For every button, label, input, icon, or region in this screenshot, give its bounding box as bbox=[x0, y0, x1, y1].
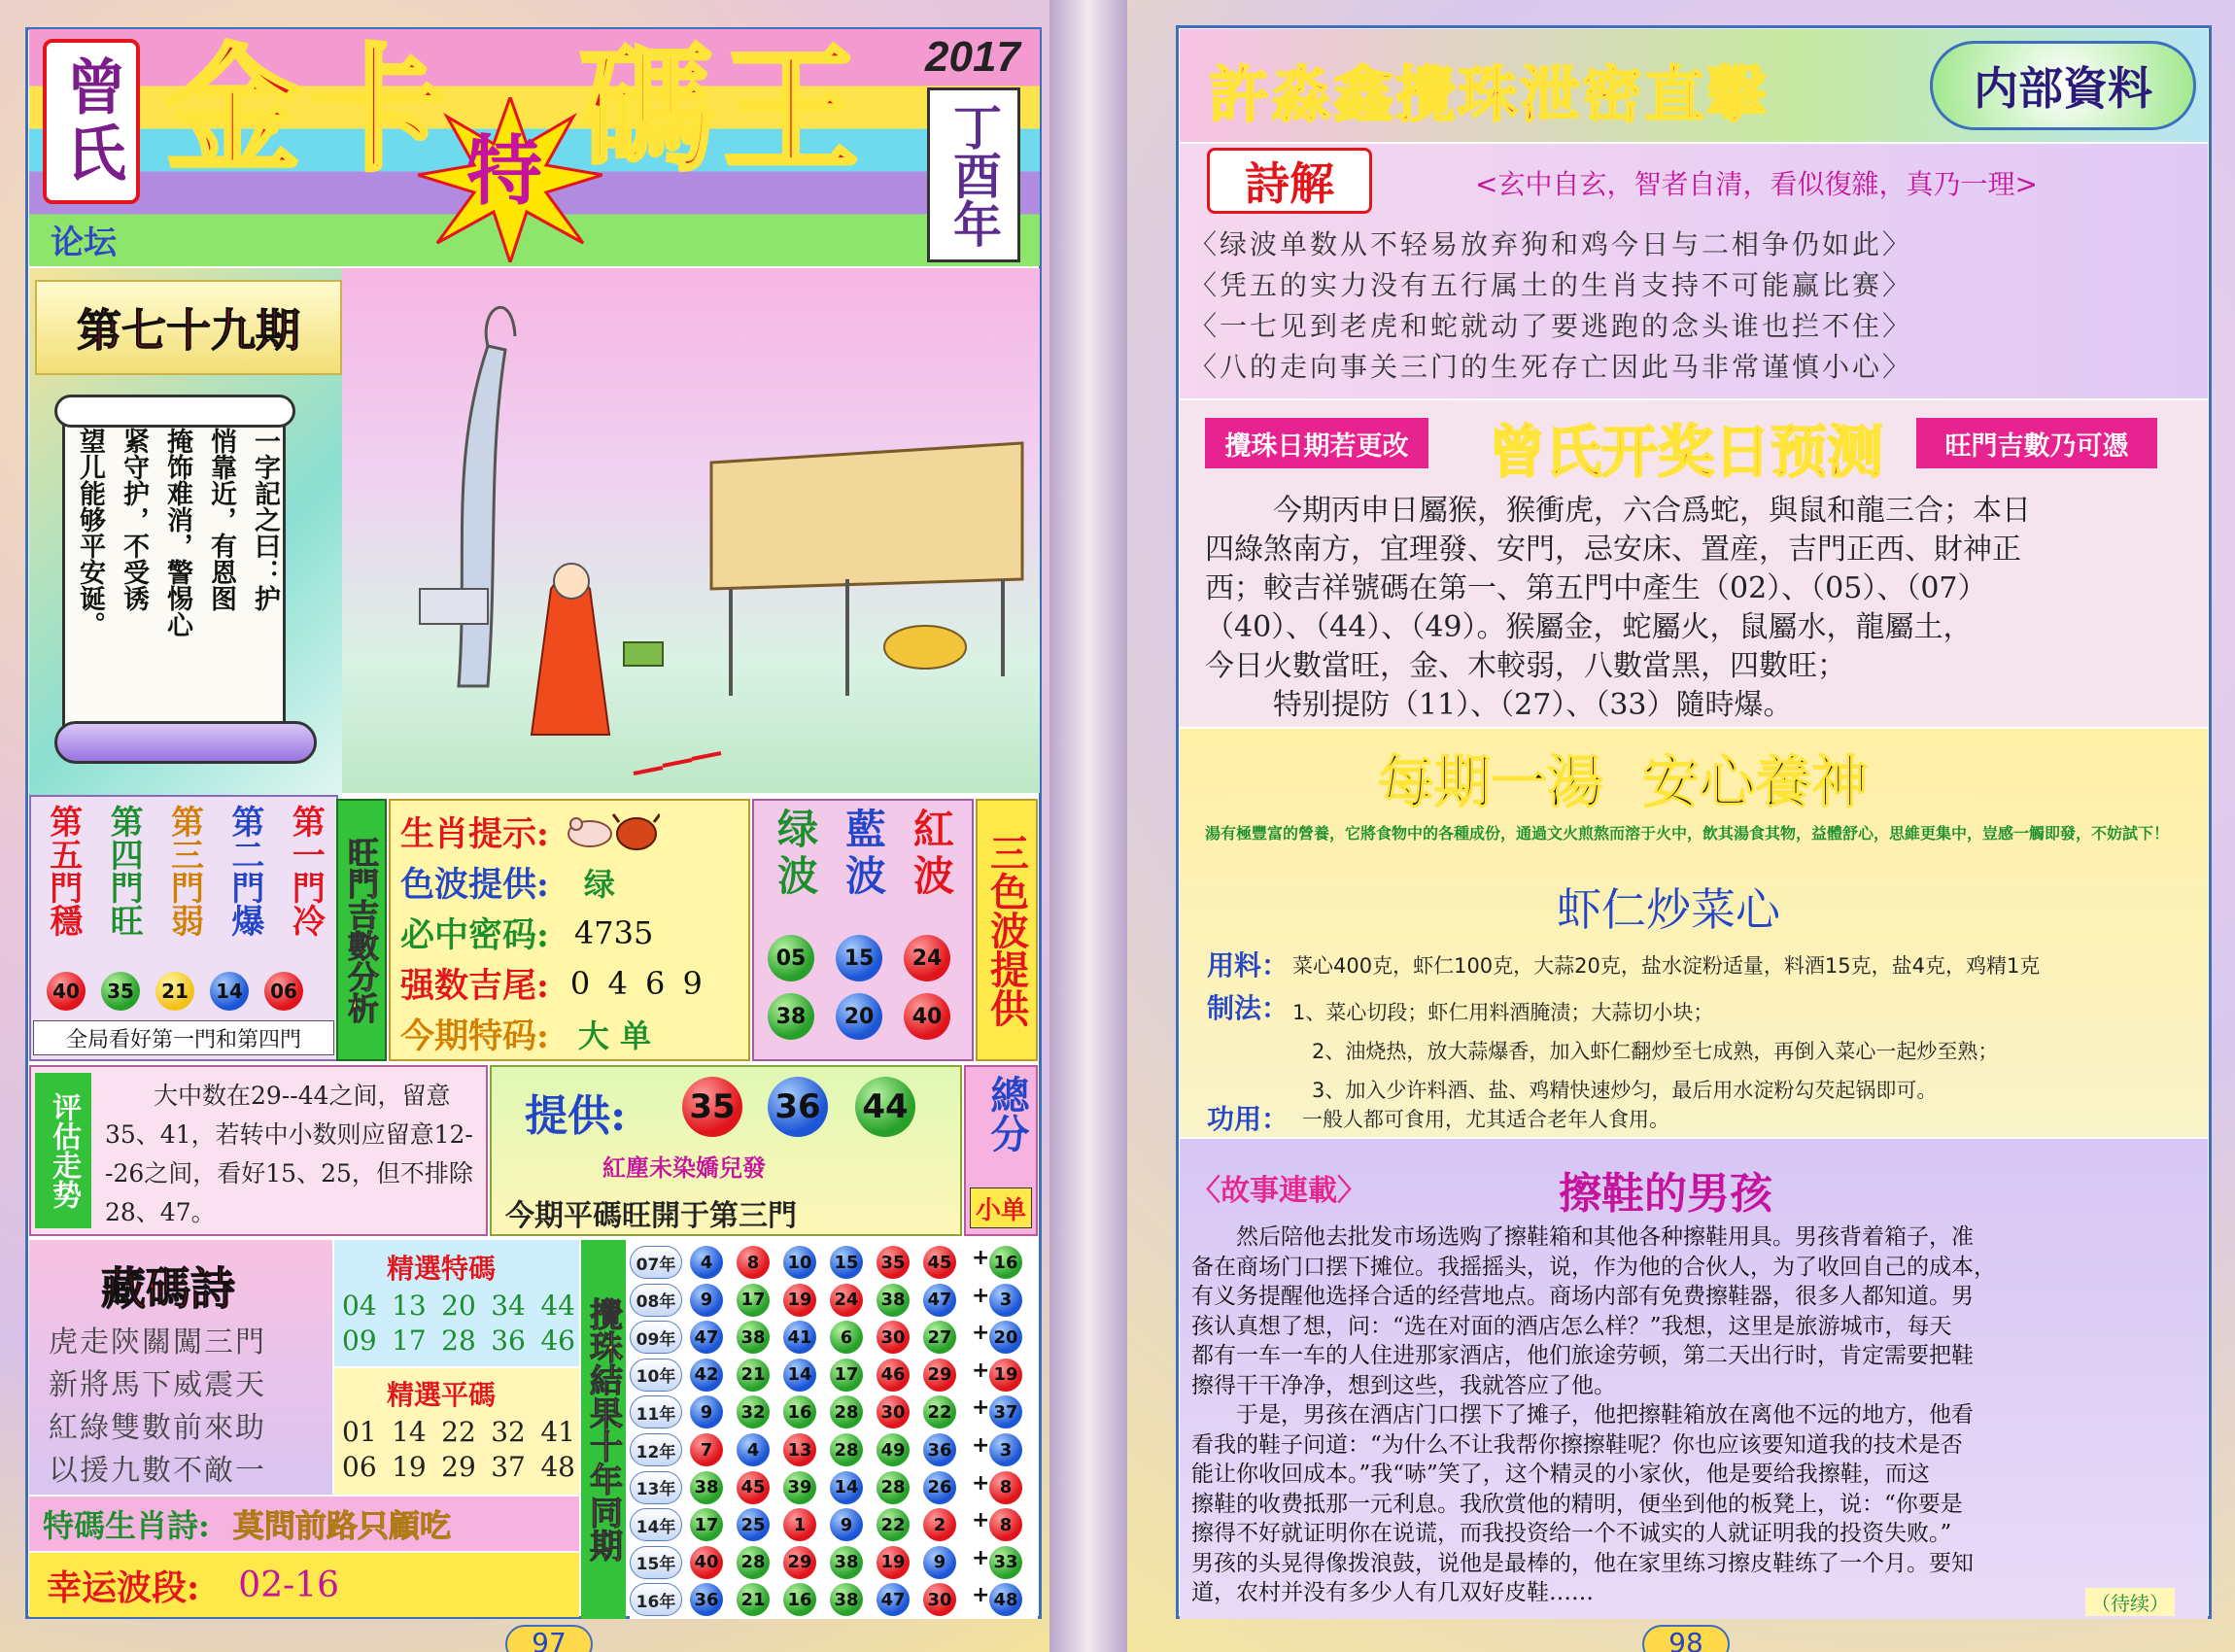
history-title-box bbox=[581, 1240, 626, 1619]
history-ball: 40 bbox=[690, 1546, 723, 1579]
total-value: 小单 bbox=[970, 1187, 1032, 1228]
soup-title: 每期一湯 安心養神 bbox=[1378, 749, 1869, 815]
offer-line1: 紅塵未染嬌兒發 bbox=[602, 1153, 766, 1182]
offer-label: 提供: bbox=[525, 1091, 627, 1141]
offer-ball: 36 bbox=[768, 1077, 828, 1137]
gate-ball: 14 bbox=[210, 972, 249, 1011]
plus-sign: + bbox=[972, 1433, 990, 1458]
wave-title: 藍波 bbox=[844, 806, 886, 900]
issue: 第七十九期 bbox=[77, 304, 300, 357]
history-special-ball: 48 bbox=[989, 1583, 1022, 1616]
history-ball: 27 bbox=[923, 1321, 956, 1354]
plus-sign: + bbox=[972, 1545, 990, 1570]
gate-label: 第四門旺 bbox=[104, 805, 144, 937]
story-line: 擦鞋的收费抵那一元利息。我欣赏他的精明，便坐到他的板凳上，说：“你要是 bbox=[1191, 1491, 1963, 1517]
gate-ball: 35 bbox=[101, 972, 140, 1011]
method-step: 3、加入少许料酒、盐、鸡精快速炒匀，最后用水淀粉勾芡起锅即可。 bbox=[1312, 1079, 1938, 1102]
pick-number: 36 bbox=[491, 1325, 526, 1357]
history-ball: 15 bbox=[830, 1246, 863, 1279]
story-line: 擦得干干净净，想到这些，我就答应了他。 bbox=[1191, 1372, 1616, 1398]
gate-label: 第三門弱 bbox=[164, 805, 204, 937]
history-ball: 1 bbox=[783, 1508, 816, 1541]
pick-number: 44 bbox=[540, 1290, 575, 1322]
history-ball: 9 bbox=[923, 1546, 956, 1579]
plus-sign: + bbox=[972, 1246, 990, 1270]
history-row bbox=[630, 1581, 1038, 1618]
waves-side-title: 三色波提供 bbox=[983, 833, 1030, 1027]
history-ball: 17 bbox=[737, 1284, 770, 1317]
pick-number: 04 bbox=[342, 1290, 377, 1322]
gates-labels bbox=[33, 805, 336, 970]
history-ball: 29 bbox=[783, 1546, 816, 1579]
history-ball: 6 bbox=[830, 1321, 863, 1354]
waves-titles bbox=[764, 807, 968, 900]
poem-line: 〈凭五的实力没有五行属土的生肖支持不可能赢比赛〉 bbox=[1189, 269, 1913, 301]
plus-sign: + bbox=[972, 1283, 990, 1308]
history-ball: 24 bbox=[830, 1284, 863, 1317]
effect-text: 一般人都可食用，尤其适合老年人食用。 bbox=[1302, 1108, 1669, 1131]
internal-badge-text: 内部資料 bbox=[1974, 62, 2152, 115]
history-ball: 29 bbox=[923, 1359, 956, 1392]
story-line: 有义务提醒他选择合适的经营地点。商场内部有免费擦鞋器，很多人都知道。男 bbox=[1191, 1284, 1974, 1309]
plus-sign: + bbox=[972, 1321, 990, 1346]
method-step: 2、油烧热，放大蒜爆香，加入虾仁翻炒至七成熟，再倒入菜心一起炒至熟； bbox=[1312, 1040, 1999, 1063]
history-year: 07年 bbox=[630, 1246, 682, 1279]
history-row bbox=[630, 1319, 1038, 1356]
scroll-line: 望儿能够平安诞。 bbox=[75, 428, 105, 637]
hint-value: 4735 bbox=[573, 914, 654, 951]
offer-line2: 今期平碼旺開于第三門 bbox=[505, 1199, 797, 1233]
year-cn-box bbox=[927, 87, 1020, 262]
pick-number: 17 bbox=[392, 1325, 427, 1357]
history-ball: 14 bbox=[783, 1359, 816, 1392]
hint-row bbox=[400, 908, 750, 958]
pick-number: 19 bbox=[392, 1451, 427, 1483]
logo-surname: 曾氏 bbox=[55, 55, 127, 188]
history-ball: 38 bbox=[830, 1546, 863, 1579]
hidden-poem-line: 紅綠雙數前來助 bbox=[49, 1411, 266, 1445]
poem-line: 〈一七见到老虎和蛇就动了要逃跑的念头谁也拦不住〉 bbox=[1189, 310, 1913, 342]
poem-intro: <玄中自玄，智者自清，看似復雜，真乃一理> bbox=[1475, 168, 2038, 200]
history-ball: 41 bbox=[783, 1321, 816, 1354]
story-line: 男孩的头晃得像拨浪鼓，说他是最棒的，他在家里练习擦皮鞋练了一个月。要知 bbox=[1191, 1550, 1974, 1576]
plus-sign: + bbox=[972, 1470, 990, 1496]
zodiac-poem-label: 特碼生肖詩: bbox=[43, 1507, 210, 1544]
plus-sign: + bbox=[972, 1395, 990, 1421]
history-ball: 13 bbox=[783, 1433, 816, 1466]
scroll-poem bbox=[75, 428, 284, 700]
history-ball: 45 bbox=[737, 1471, 770, 1504]
history-ball: 8 bbox=[737, 1246, 770, 1279]
history-special-ball: 8 bbox=[989, 1471, 1022, 1504]
pick-number: 13 bbox=[392, 1290, 427, 1322]
waves-side-box bbox=[976, 799, 1038, 1061]
plus-sign: + bbox=[972, 1508, 990, 1533]
gates-title: 旺門吉數分析 bbox=[343, 837, 380, 1023]
wave-ball: 05 bbox=[768, 935, 814, 981]
history-ball: 17 bbox=[690, 1508, 723, 1541]
history-ball: 22 bbox=[877, 1508, 910, 1541]
history-ball: 22 bbox=[923, 1395, 956, 1428]
poem-tag-box bbox=[1207, 148, 1372, 214]
title-right: 碼王 bbox=[579, 31, 868, 190]
total-title: 總分 bbox=[984, 1075, 1030, 1153]
pick-number: 28 bbox=[441, 1325, 476, 1357]
zodiac-poem-row bbox=[29, 1497, 579, 1551]
story-line: 道，农村并没有多少人有几双好皮鞋…… bbox=[1191, 1580, 1594, 1605]
history-ball: 32 bbox=[737, 1395, 770, 1428]
rat-icon bbox=[563, 810, 660, 853]
history-ball: 2 bbox=[923, 1508, 956, 1541]
hint-label: 今期特码: bbox=[400, 1016, 549, 1056]
soup-intro: 湯有極豐富的營養，它將食物中的各種成份，通過文火煎熬而溶于火中，飲其湯食其物，益體舒心，思維更集中，豈感一觸即發，不妨試下！ bbox=[1205, 824, 2170, 843]
predict-line: 四綠煞南方，宜理發、安門，忌安床、置産，吉門正西、財神正 bbox=[1205, 533, 2021, 567]
history-ball: 10 bbox=[783, 1246, 816, 1279]
pick-number: 01 bbox=[342, 1416, 377, 1448]
history-ball: 28 bbox=[830, 1395, 863, 1428]
history-special-ball: 20 bbox=[989, 1321, 1022, 1354]
ingredients-text: 菜心400克，虾仁100克，大蒜20克，盐水淀粉适量，料酒15克，盐4克，鸡精1克 bbox=[1292, 954, 2041, 978]
gate-ball: 21 bbox=[155, 972, 194, 1011]
right-header: 許淼鑫攪珠泄密直擊 bbox=[1209, 59, 1770, 130]
plus-sign: + bbox=[972, 1358, 990, 1383]
history-ball: 9 bbox=[690, 1395, 723, 1428]
pick-number: 22 bbox=[441, 1416, 476, 1448]
history-title: 攪珠結果十年同期 bbox=[583, 1297, 623, 1562]
history-ball: 14 bbox=[830, 1471, 863, 1504]
history-ball: 16 bbox=[783, 1395, 816, 1428]
pick-number: 48 bbox=[540, 1451, 575, 1483]
gate-label: 第一門冷 bbox=[286, 805, 326, 937]
pick-number: 20 bbox=[441, 1290, 476, 1322]
history-ball: 19 bbox=[783, 1284, 816, 1317]
history-ball: 7 bbox=[690, 1433, 723, 1466]
history-ball: 21 bbox=[737, 1359, 770, 1392]
history-ball: 17 bbox=[830, 1359, 863, 1392]
history-ball: 19 bbox=[877, 1546, 910, 1579]
right-page bbox=[1127, 0, 2235, 1652]
scroll-line: 一字記之曰：护 bbox=[250, 428, 280, 611]
scroll-bottom-roll bbox=[54, 721, 317, 764]
hint-value: 0 4 6 9 bbox=[569, 965, 706, 1002]
issue-box bbox=[35, 280, 342, 375]
title-left: 金卡 bbox=[165, 31, 454, 190]
wave-ball: 24 bbox=[904, 935, 950, 981]
predict-tag-right: 旺門吉數乃可憑 bbox=[1944, 430, 2129, 462]
history-ball: 38 bbox=[877, 1284, 910, 1317]
hidden-poem-line: 新將馬下威震天 bbox=[49, 1368, 266, 1402]
hints-list bbox=[400, 807, 750, 1059]
history-ball: 36 bbox=[923, 1433, 956, 1466]
history-ball: 47 bbox=[923, 1284, 956, 1317]
gate-label: 第二門爆 bbox=[224, 805, 264, 937]
zodiac-poem-text: 莫問前路只顧吃 bbox=[232, 1507, 451, 1544]
wave-title: 紅波 bbox=[912, 806, 954, 900]
history-ball: 28 bbox=[737, 1546, 770, 1579]
gate-ball: 40 bbox=[47, 972, 86, 1011]
history-ball: 16 bbox=[783, 1583, 816, 1616]
history-ball: 39 bbox=[783, 1471, 816, 1504]
pick-number: 32 bbox=[491, 1416, 526, 1448]
history-ball: 30 bbox=[877, 1395, 910, 1428]
history-special-ball: 37 bbox=[989, 1395, 1022, 1428]
history-year: 14年 bbox=[630, 1508, 682, 1541]
page-number-left: 97 bbox=[505, 1625, 593, 1652]
history-ball: 4 bbox=[737, 1433, 770, 1466]
history-year: 08年 bbox=[630, 1284, 682, 1317]
predict-tag-left-box bbox=[1205, 418, 1428, 468]
history-ball: 28 bbox=[830, 1433, 863, 1466]
gate-ball: 06 bbox=[264, 972, 303, 1011]
predict-tag-left: 攪珠日期若更改 bbox=[1224, 430, 1409, 462]
year-cn: 丁酉年 bbox=[946, 102, 1003, 248]
internal-badge bbox=[1930, 41, 2196, 130]
history-ball: 49 bbox=[877, 1433, 910, 1466]
special-picks-title: 精選特碼 bbox=[387, 1253, 497, 1285]
scroll-top-roll bbox=[54, 395, 295, 428]
gate-label: 第五門穩 bbox=[43, 805, 83, 937]
history-ball: 47 bbox=[877, 1583, 910, 1616]
history-ball: 38 bbox=[737, 1321, 770, 1354]
history-special-ball: 33 bbox=[989, 1546, 1022, 1579]
lucky-band-label: 幸运波段: bbox=[47, 1566, 200, 1608]
logo-box bbox=[43, 39, 140, 204]
hint-row bbox=[400, 807, 750, 857]
history-special-ball: 3 bbox=[989, 1284, 1022, 1317]
history-row bbox=[630, 1506, 1038, 1543]
history-row bbox=[630, 1469, 1038, 1506]
poem-tag: 詩解 bbox=[1245, 157, 1334, 210]
gates-note: 全局看好第一門和第四門 bbox=[33, 1020, 334, 1055]
hint-label: 强数吉尾: bbox=[400, 966, 549, 1006]
offer-ball: 44 bbox=[855, 1077, 915, 1137]
history-year: 09年 bbox=[630, 1321, 682, 1354]
history-special-ball: 3 bbox=[989, 1433, 1022, 1466]
story-title: 擦鞋的男孩 bbox=[1559, 1169, 1772, 1219]
history-special-ball: 19 bbox=[989, 1359, 1022, 1392]
page-gutter bbox=[1049, 0, 1127, 1652]
method-steps bbox=[1292, 993, 2196, 1110]
story-line: 于是，男孩在酒店门口摆下了摊子，他把擦鞋箱放在离他不远的地方，他看 bbox=[1236, 1402, 1974, 1428]
hidden-poem-line: 虎走陝關闖三門 bbox=[49, 1325, 266, 1359]
pick-number: 14 bbox=[392, 1416, 427, 1448]
history-ball: 42 bbox=[690, 1359, 723, 1392]
pick-number: 37 bbox=[491, 1451, 526, 1483]
hint-label: 色波提供: bbox=[400, 865, 549, 905]
hint-label: 必中密码: bbox=[400, 915, 549, 955]
history-ball: 9 bbox=[690, 1284, 723, 1317]
history-year: 15年 bbox=[630, 1546, 682, 1579]
predict-line: 今期丙申日屬猴，猴衝虎，六合爲蛇，與鼠和龍三合；本日 bbox=[1273, 494, 2031, 528]
gates-title-box bbox=[336, 799, 387, 1061]
pick-number: 34 bbox=[491, 1290, 526, 1322]
history-row bbox=[630, 1394, 1038, 1430]
story-continued: （待续） bbox=[2085, 1588, 2175, 1616]
history-row bbox=[630, 1357, 1038, 1394]
history-ball: 28 bbox=[877, 1471, 910, 1504]
hint-row bbox=[400, 1009, 750, 1059]
left-page bbox=[0, 0, 1049, 1652]
hint-label: 生肖提示: bbox=[400, 814, 549, 854]
history-ball: 26 bbox=[923, 1471, 956, 1504]
history-ball: 47 bbox=[690, 1321, 723, 1354]
history-year: 11年 bbox=[630, 1395, 682, 1428]
hint-value: 大 单 bbox=[577, 1017, 652, 1054]
history-ball: 30 bbox=[923, 1583, 956, 1616]
wave-ball: 38 bbox=[768, 993, 814, 1040]
history-year: 16年 bbox=[630, 1583, 682, 1616]
history-ball: 46 bbox=[877, 1359, 910, 1392]
history-row bbox=[630, 1244, 1038, 1281]
story-line: 擦得不好就证明你在说谎，而我投资给一个不诚实的人就证明我的投资失败。” bbox=[1191, 1521, 1952, 1546]
history-ball: 4 bbox=[690, 1246, 723, 1279]
history-table bbox=[630, 1244, 1038, 1619]
year: 2017 bbox=[925, 33, 1020, 81]
story-line: 然后陪他去批发市场选购了擦鞋箱和其他各种擦鞋用具。男孩背着箱子，准 bbox=[1236, 1224, 1974, 1250]
history-year: 13年 bbox=[630, 1471, 682, 1504]
predict-line: （40）、（44）、（49）。猴屬金，蛇屬火，鼠屬水，龍屬土， bbox=[1205, 610, 1973, 644]
history-row bbox=[630, 1431, 1038, 1468]
story-line: 孩认真想了想，问：“选在对面的酒店怎么样？”我想，这里是旅游城市，每天 bbox=[1191, 1313, 1952, 1339]
history-ball: 9 bbox=[830, 1508, 863, 1541]
story-line: 都有一车一车的人住进那家酒店，他们旅途劳顿，第二天出行时，肯定需要把鞋 bbox=[1191, 1343, 1974, 1368]
history-year: 12年 bbox=[630, 1433, 682, 1466]
treasure-illustration bbox=[342, 268, 1040, 793]
history-year: 10年 bbox=[630, 1359, 682, 1392]
history-ball: 21 bbox=[737, 1583, 770, 1616]
eval-text: 大中数在29--44之间，留意35、41，若转中小数则应留意12--26之间，看好15、25，但不排除28、47。 bbox=[105, 1082, 473, 1226]
soup-dish: 虾仁炒菜心 bbox=[1557, 883, 1780, 936]
scroll-line: 紧守护，不受诱 bbox=[119, 428, 149, 611]
history-special-ball: 8 bbox=[989, 1508, 1022, 1541]
predict-text bbox=[1205, 492, 2186, 725]
hint-row bbox=[400, 857, 750, 908]
scroll-line: 悄靠近，有恩图 bbox=[206, 428, 236, 611]
pick-number: 09 bbox=[342, 1325, 377, 1357]
flat-picks-grid bbox=[342, 1415, 575, 1485]
method-label: 制法： bbox=[1207, 992, 1289, 1024]
wave-ball: 20 bbox=[836, 993, 882, 1040]
pick-number: 46 bbox=[540, 1325, 575, 1357]
method-step: 1、菜心切段；虾仁用料酒腌渍；大蒜切小块； bbox=[1292, 1001, 1714, 1024]
ingredients-label: 用料： bbox=[1207, 949, 1289, 981]
hidden-poem-title: 藏碼詩 bbox=[101, 1262, 235, 1315]
history-ball: 45 bbox=[923, 1246, 956, 1279]
hint-value: 绿 bbox=[583, 866, 615, 903]
eval-tag: 评估走势 bbox=[47, 1092, 81, 1209]
predict-line: 西；較吉祥號碼在第一、第五門中產生（02）、（05）、（07） bbox=[1205, 571, 1987, 605]
treasure-picture-icon bbox=[342, 268, 1040, 793]
hidden-poem-line: 以援九數不敵一 bbox=[49, 1454, 266, 1488]
wave-ball: 15 bbox=[836, 935, 882, 981]
scroll-line: 掩饰难消，警惕心 bbox=[162, 428, 192, 637]
hidden-poem-lines bbox=[49, 1322, 330, 1493]
page-number-right: 98 bbox=[1642, 1625, 1730, 1652]
poem-line: 〈八的走向事关三门的生死存亡因此马非常谨慎小心〉 bbox=[1189, 351, 1913, 383]
offer-ball: 35 bbox=[682, 1077, 742, 1137]
poem-line: 〈绿波单数从不轻易放弃狗和鸡今日与二相争仍如此〉 bbox=[1189, 228, 1913, 260]
total-box bbox=[964, 1065, 1038, 1236]
history-special-ball: 16 bbox=[989, 1246, 1022, 1279]
wave-ball: 40 bbox=[904, 993, 950, 1040]
flat-picks-title: 精選平碼 bbox=[387, 1379, 497, 1411]
story-line: 能让你收回成本。”我“哧”笑了，这个精灵的小家伙，他是要给我擦鞋，而这 bbox=[1191, 1462, 1930, 1487]
lucky-band-value: 02-16 bbox=[238, 1565, 340, 1605]
title-badge: 特 bbox=[466, 127, 543, 216]
hint-row bbox=[400, 958, 750, 1009]
lucky-band-row bbox=[29, 1553, 579, 1617]
pick-number: 41 bbox=[540, 1416, 575, 1448]
predict-line: 特别提防（11）、（27）、（33）隨時爆。 bbox=[1273, 688, 1793, 722]
special-picks-grid bbox=[342, 1289, 575, 1359]
history-ball: 38 bbox=[830, 1583, 863, 1616]
eval-tag-box bbox=[35, 1073, 91, 1228]
logo-sub: 论坛 bbox=[51, 224, 117, 262]
plus-sign: + bbox=[972, 1583, 990, 1608]
history-ball: 25 bbox=[737, 1508, 770, 1541]
predict-title: 曾氏开奖日预测 bbox=[1489, 419, 1884, 485]
story-line: 看我的鞋子问道：“为什么不让我帮你擦擦鞋呢？你也应该要知道我的技术是否 bbox=[1191, 1431, 1963, 1458]
predict-tag-right-box bbox=[1916, 418, 2157, 468]
effect-label: 功用： bbox=[1207, 1103, 1289, 1135]
wave-title: 绿波 bbox=[776, 806, 818, 900]
story-line: 备在商场门口摆下摊位。我摇摇头，说，作为他的合伙人，为了收回自己的成本， bbox=[1191, 1254, 1996, 1280]
story-text bbox=[1191, 1222, 2202, 1608]
history-row bbox=[630, 1282, 1038, 1319]
history-ball: 30 bbox=[877, 1321, 910, 1354]
history-row bbox=[630, 1544, 1038, 1581]
predict-line: 今日火數當旺，金、木較弱，八數當黑，四數旺； bbox=[1205, 649, 1846, 683]
pick-number: 06 bbox=[342, 1451, 377, 1483]
story-tag: 〈故事連載〉 bbox=[1191, 1174, 1366, 1208]
history-ball: 35 bbox=[877, 1246, 910, 1279]
history-ball: 36 bbox=[690, 1583, 723, 1616]
pick-number: 29 bbox=[441, 1451, 476, 1483]
history-ball: 38 bbox=[690, 1471, 723, 1504]
